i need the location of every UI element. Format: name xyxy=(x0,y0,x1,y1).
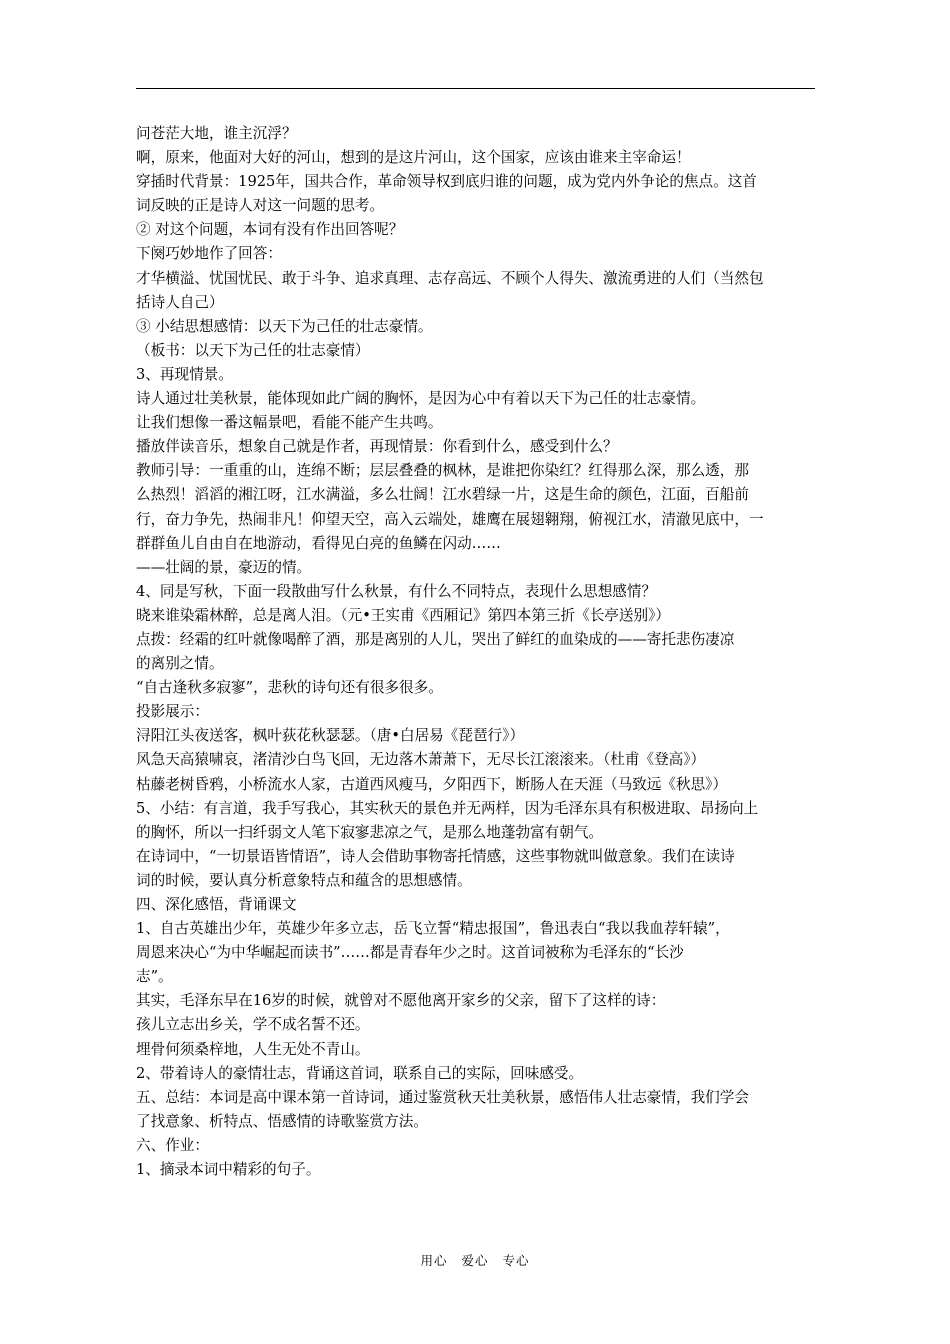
text-line: 在诗词中，“一切景语皆情语”，诗人会借助事物寄托情感，这些事物就叫做意象。我们在读诗 xyxy=(136,847,735,865)
text-line: 其实，毛泽东早在16岁的时候，就曾对不愿他离开家乡的父亲，留下了这样的诗： xyxy=(136,992,666,1010)
page-footer xyxy=(0,1251,950,1269)
text-line: 志”。 xyxy=(136,968,173,986)
text-line: 括诗人自己） xyxy=(136,293,224,311)
text-line: 下阕巧妙地作了回答： xyxy=(136,245,282,263)
text-line: 周恩来决心“为中华崛起而读书”……都是青春年少之时。这首词被称为毛泽东的“长沙 xyxy=(136,944,684,962)
text-line: 穿插时代背景：1925年，国共合作，革命领导权到底归谁的问题，成为党内外争论的焦点。这首 xyxy=(136,173,757,191)
text-line: 行，奋力争先，热闹非凡！仰望天空，高入云端处，雄鹰在展翅翱翔，俯视江水，清澈见底中，一 xyxy=(136,510,764,528)
text-line: 的离别之情。 xyxy=(136,655,224,673)
text-line: ② 对这个问题，本词有没有作出回答呢？ xyxy=(136,221,404,239)
text-line: 么热烈！滔滔的湘江呀，江水满溢，多么壮阔！江水碧绿一片，这是生命的颜色，江面，百船前 xyxy=(136,486,749,504)
header-rule xyxy=(136,88,815,89)
text-line: 点拨：经霜的红叶就像喝醉了酒，那是离别的人儿，哭出了鲜红的血染成的——寄托悲伤凄凉 xyxy=(136,630,735,648)
footer-word-3: 专心 xyxy=(502,1253,530,1268)
text-line: 的胸怀，所以一扫纤弱文人笔下寂寥悲凉之气，是那么地蓬勃富有朝气。 xyxy=(136,823,604,841)
document-body xyxy=(136,122,815,1182)
text-line: 六、作业： xyxy=(136,1136,209,1154)
text-line: 才华横溢、忧国忧民、敢于斗争、追求真理、志存高远、不顾个人得失、激流勇进的人们（当然包 xyxy=(136,269,764,287)
text-line: 了找意象、析特点、悟感情的诗歌鉴赏方法。 xyxy=(136,1112,428,1130)
text-line: 词的时候，要认真分析意象特点和蕴含的思想感情。 xyxy=(136,871,472,889)
text-line: 晓来谁染霜林醉，总是离人泪。（元•王实甫《西厢记》第四本第三折《长亭送别》） xyxy=(136,606,670,624)
text-line: ——壮阔的景，豪迈的情。 xyxy=(136,558,312,576)
text-line: 孩儿立志出乡关，学不成名誓不还。 xyxy=(136,1016,370,1034)
text-line: 4、同是写秋，下面一段散曲写什么秋景，有什么不同特点，表现什么思想感情？ xyxy=(136,582,657,600)
text-line: 1、摘录本词中精彩的句子。 xyxy=(136,1161,321,1179)
text-line: 枯藤老树昏鸦，小桥流水人家，古道西风瘦马，夕阳西下，断肠人在天涯（马致远《秋思》） xyxy=(136,775,728,793)
text-line: 五、总结：本词是高中课本第一首诗词，通过鉴赏秋天壮美秋景，感悟伟人壮志豪情，我们学会 xyxy=(136,1088,749,1106)
text-line: 诗人通过壮美秋景，能体现如此广阔的胸怀，是因为心中有着以天下为己任的壮志豪情。 xyxy=(136,390,706,408)
text-line: 群群鱼儿自由自在地游动，看得见白亮的鱼鳞在闪动…… xyxy=(136,534,501,552)
text-line: ③ 小结思想感情：以天下为己任的壮志豪情。 xyxy=(136,317,433,335)
text-line: 埋骨何须桑梓地，人生无处不青山。 xyxy=(136,1040,370,1058)
text-line: 教师引导：一重重的山，连绵不断；层层叠叠的枫林，是谁把你染红？红得那么深，那么透，那 xyxy=(136,462,749,480)
text-line: 啊，原来，他面对大好的河山，想到的是这片河山，这个国家，应该由谁来主宰命运！ xyxy=(136,149,691,167)
text-line: 5、小结：有言道，我手写我心，其实秋天的景色并无两样，因为毛泽东具有积极进取、昂扬向上 xyxy=(136,799,759,817)
text-line: 风急天高猿啸哀，渚清沙白鸟飞回，无边落木萧萧下，无尽长江滚滚来。（杜甫《登高》） xyxy=(136,751,706,769)
text-line: （板书：以天下为己任的壮志豪情） xyxy=(136,341,370,359)
text-line: 投影展示： xyxy=(136,703,209,721)
text-line: “自古逢秋多寂寥”，悲秋的诗句还有很多很多。 xyxy=(136,679,443,697)
text-line: 播放伴读音乐，想象自己就是作者，再现情景：你看到什么，感受到什么？ xyxy=(136,438,618,456)
footer-word-2: 爱心 xyxy=(461,1253,489,1268)
text-line: 四、深化感悟，背诵课文 xyxy=(136,896,297,913)
text-line: 2、带着诗人的豪情壮志，背诵这首词，联系自己的实际，回味感受。 xyxy=(136,1064,584,1082)
text-line: 让我们想像一番这幅景吧，看能不能产生共鸣。 xyxy=(136,414,443,432)
text-line: 词反映的正是诗人对这一问题的思考。 xyxy=(136,197,385,215)
text-line: 3、再现情景。 xyxy=(136,365,233,383)
footer-word-1: 用心 xyxy=(420,1253,448,1268)
text-line: 问苍茫大地，谁主沉浮？ xyxy=(136,125,297,142)
text-line: 浔阳江头夜送客，枫叶荻花秋瑟瑟。（唐•白居易《琵琶行》） xyxy=(136,727,525,745)
text-line: 1、自古英雄出少年，英雄少年多立志，岳飞立誓“精忠报国”，鲁迅表白“我以我血荐轩辕”， xyxy=(136,920,730,938)
